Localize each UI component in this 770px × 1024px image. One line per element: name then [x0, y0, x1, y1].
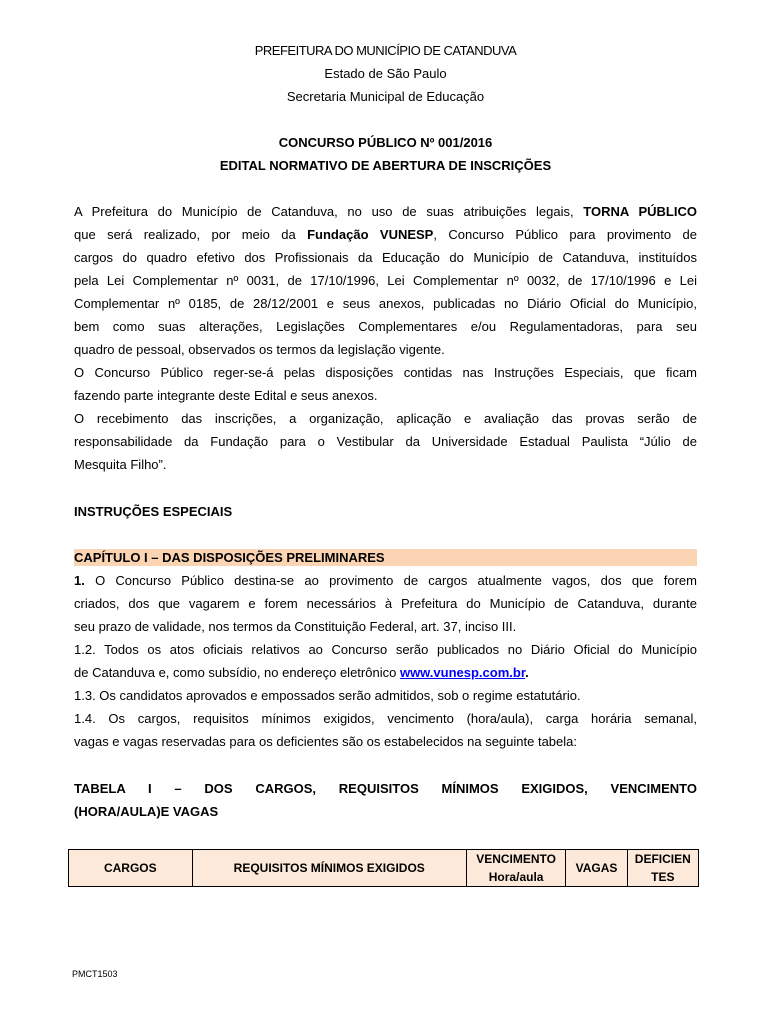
item-1-2-line1: 1.2. Todos os atos oficiais relativos ao Concurso serão publicados no Diário Oficial do Município [74, 642, 697, 657]
intro-p3-line3: Mesquita Filho”. [74, 457, 167, 472]
instructions-heading: INSTRUÇÕES ESPECIAIS [74, 504, 233, 519]
intro-p1-line2: que será realizado, por meio da Fundação VUNESP, Concurso Público para provimento de [74, 227, 697, 242]
header-cargos: CARGOS [69, 850, 193, 887]
header-vencimento-line1: VENCIMENTO [476, 852, 556, 866]
intro-p2-line2: fazendo parte integrante deste Edital e seus anexos. [74, 388, 378, 403]
table-header-row [69, 850, 699, 887]
intro-p1-line3: cargos do quadro efetivo dos Profissionais da Educação do Município de Catanduva, instituídos [74, 250, 697, 265]
chapter-1-body [74, 569, 697, 753]
header-deficientes-line1: DEFICIEN [634, 852, 691, 866]
intro-p1-line7: quadro de pessoal, observados os termos da legislação vigente. [74, 342, 445, 357]
header-deficientes [627, 850, 698, 887]
header-deficientes-line2: TES [651, 870, 675, 884]
chapter-1-heading: CAPÍTULO I – DAS DISPOSIÇÕES PRELIMINARES [74, 549, 697, 566]
table-title-line2: (HORA/AULA)E VAGAS [74, 804, 219, 819]
header-vencimento-line2: Hora/aula [488, 870, 544, 884]
cargos-table [68, 849, 699, 887]
header-line-estado: Estado de São Paulo [324, 66, 447, 81]
header-vencimento [466, 850, 565, 887]
footer-code: PMCT1503 [72, 969, 118, 979]
intro-p1-line4: pela Lei Complementar nº 0031, de 17/10/1996, Lei Complementar nº 0032, de 17/10/1996 e Lei [74, 273, 697, 288]
intro-p3-line1: O recebimento das inscrições, a organização, aplicação e avaliação das provas serão de [74, 411, 697, 426]
intro-p1-line1: A Prefeitura do Município de Catanduva, no uso de suas atribuições legais, TORNA PÚBLICO [74, 204, 697, 219]
header-line-prefeitura: PREFEITURA DO MUNICÍPIO DE CATANDUVA [254, 43, 517, 58]
item-1-line3: seu prazo de validade, nos termos da Constituição Federal, art. 37, inciso III. [74, 619, 517, 634]
intro-p3-line2: responsabilidade da Fundação para o Vestibular da Universidade Estadual Paulista “Júlio de [74, 434, 697, 449]
item-1-line1: 1. O Concurso Público destina-se ao provimento de cargos atualmente vagos, dos que forem [74, 573, 697, 588]
table-title-line1: TABELA I – DOS CARGOS, REQUISITOS MÍNIMOS EXIGIDOS, VENCIMENTO [74, 781, 697, 796]
vunesp-link[interactable]: www.vunesp.com.br [399, 665, 526, 680]
intro-p1-line6: bem como suas alterações, Legislações Complementares e/ou Regulamentadoras, para seu [74, 319, 697, 334]
header-vagas: VAGAS [566, 850, 627, 887]
title-concurso: CONCURSO PÚBLICO Nº 001/2016 [278, 135, 493, 150]
intro-p1-line5: Complementar nº 0185, de 28/12/2001 e seus anexos, publicadas no Diário Oficial do Município, [74, 296, 697, 311]
item-1-4-line1: 1.4. Os cargos, requisitos mínimos exigidos, vencimento (hora/aula), carga horária semanal, [74, 711, 697, 726]
item-1-line2: criados, dos que vagarem e forem necessários à Prefeitura do Município de Catanduva, durante [74, 596, 697, 611]
intro-paragraph-1 [74, 200, 697, 476]
item-1-4-line2: vagas e vagas reservadas para os deficientes são os estabelecidos na seguinte tabela: [74, 734, 577, 749]
item-1-3: 1.3. Os candidatos aprovados e empossados serão admitidos, sob o regime estatutário. [74, 688, 581, 703]
header-requisitos: REQUISITOS MÍNIMOS EXIGIDOS [192, 850, 466, 887]
header-line-secretaria: Secretaria Municipal de Educação [286, 89, 485, 104]
intro-p2-line1: O Concurso Público reger-se-á pelas disposições contidas nas Instruções Especiais, que ficam [74, 365, 697, 380]
title-edital: EDITAL NORMATIVO DE ABERTURA DE INSCRIÇÕES [219, 158, 552, 173]
item-1-2-line2: de Catanduva e, como subsídio, no endereço eletrônico www.vunesp.com.br. [74, 665, 529, 680]
table-title [74, 777, 697, 823]
